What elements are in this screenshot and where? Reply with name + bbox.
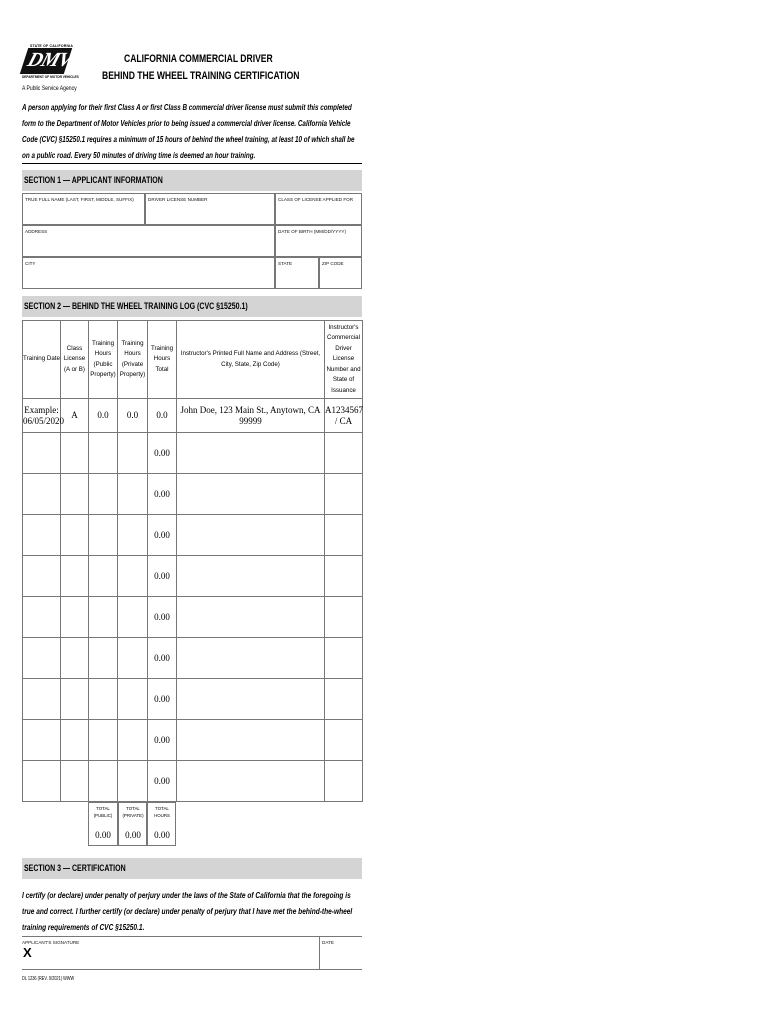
instructor-license-cell[interactable]	[325, 474, 363, 515]
public-hours-cell[interactable]	[89, 679, 118, 720]
date-cell[interactable]	[23, 556, 61, 597]
public-hours-cell[interactable]	[89, 638, 118, 679]
logo-state-text: STATE OF CALIFORNIA	[30, 44, 74, 48]
public-hours-cell[interactable]	[89, 597, 118, 638]
training-log-table	[22, 320, 363, 802]
class-cell[interactable]	[61, 761, 89, 802]
agency-tagline: A Public Service Agency	[22, 85, 77, 92]
private-hours-cell[interactable]	[118, 720, 148, 761]
example-date: Example: 06/05/2020	[23, 399, 61, 433]
row-total-cell: 0.00	[148, 761, 177, 802]
applicant-name-field[interactable]	[22, 193, 145, 225]
certification-text: I certify (or declare) under penalty of perjury under the laws of the State of California that the foregoing is true and correct. I further certify (or declare) under penalty of perjury that I have met the behind-the-wheel training requirements of CVC §15250.1.	[22, 890, 353, 932]
instructor-license-cell[interactable]	[325, 556, 363, 597]
driver-license-number-label: DRIVER LICENSE NUMBER	[148, 197, 208, 202]
total-public-label: TOTAL (PUBLIC)	[93, 806, 113, 818]
signature-x-mark: X	[23, 945, 32, 960]
date-cell[interactable]	[23, 679, 61, 720]
public-hours-cell[interactable]	[89, 433, 118, 474]
certification-paragraph	[22, 887, 362, 935]
instructor-cell[interactable]	[177, 761, 325, 802]
row-total-cell: 0.00	[148, 474, 177, 515]
table-row	[23, 474, 363, 515]
dmv-logo	[22, 44, 79, 84]
state-field[interactable]	[275, 257, 319, 289]
applicant-signature-field[interactable]	[22, 936, 319, 970]
instructor-license-cell[interactable]	[325, 679, 363, 720]
class-cell[interactable]	[61, 638, 89, 679]
section3-header	[22, 858, 362, 879]
table-row	[23, 597, 363, 638]
intro-text: A person applying for their first Class A or first Class B commercial driver license must submit this completed form to the Department of Motor Vehicles prior to being issued a commercial driver license. California Vehicle Code (CVC) §15250.1 requires a minimum of 15 hours of behind the wheel training, at least 10 of which shall be on a public road. Every 50 minutes of driving time is deemed an hour training.	[22, 102, 355, 160]
private-hours-cell[interactable]	[118, 556, 148, 597]
date-of-birth-label: DATE OF BIRTH (MM/DD/YYYY)	[278, 229, 346, 234]
row-total-cell: 0.00	[148, 433, 177, 474]
instructor-license-cell[interactable]	[325, 597, 363, 638]
example-private: 0.0	[118, 399, 148, 433]
section2-title: SECTION 2 — BEHIND THE WHEEL TRAINING LOG (CVC §15250.1)	[24, 301, 248, 311]
address-field[interactable]	[22, 225, 275, 257]
total-public-value: 0.00	[95, 830, 111, 840]
form-title-line2: BEHIND THE WHEEL TRAINING CERTIFICATION	[102, 70, 300, 82]
table-row	[23, 720, 363, 761]
total-private-value: 0.00	[125, 830, 141, 840]
public-hours-cell[interactable]	[89, 474, 118, 515]
class-cell[interactable]	[61, 433, 89, 474]
date-cell[interactable]	[23, 597, 61, 638]
instructor-license-cell[interactable]	[325, 720, 363, 761]
logo-dept-text: DEPARTMENT OF MOTOR VEHICLES	[22, 75, 79, 79]
private-hours-cell[interactable]	[118, 638, 148, 679]
class-cell[interactable]	[61, 720, 89, 761]
private-hours-cell[interactable]	[118, 433, 148, 474]
class-cell[interactable]	[61, 474, 89, 515]
section2-header	[22, 296, 362, 317]
divider	[22, 163, 362, 164]
table-row	[23, 556, 363, 597]
address-label: ADDRESS	[25, 229, 48, 234]
private-hours-cell[interactable]	[118, 474, 148, 515]
instructor-license-cell[interactable]	[325, 761, 363, 802]
col-hours-total: Training Hours Total	[148, 321, 177, 399]
date-cell[interactable]	[23, 433, 61, 474]
instructor-cell[interactable]	[177, 556, 325, 597]
applicant-name-label: TRUE FULL NAME (LAST, FIRST, MIDDLE, SUFFIX)	[25, 197, 134, 202]
zip-code-field[interactable]	[319, 257, 362, 289]
private-hours-cell[interactable]	[118, 679, 148, 720]
row-total-cell: 0.00	[148, 679, 177, 720]
table-header-row	[23, 321, 363, 399]
public-hours-cell[interactable]	[89, 720, 118, 761]
col-hours-private: Training Hours (Private Property)	[118, 321, 148, 399]
state-label: STATE	[278, 261, 293, 266]
example-row	[23, 399, 363, 433]
table-row	[23, 761, 363, 802]
private-hours-cell[interactable]	[118, 597, 148, 638]
instructor-license-cell[interactable]	[325, 433, 363, 474]
instructor-cell[interactable]	[177, 679, 325, 720]
private-hours-cell[interactable]	[118, 761, 148, 802]
date-of-birth-field[interactable]	[275, 225, 362, 257]
class-cell[interactable]	[61, 556, 89, 597]
row-total-cell: 0.00	[148, 597, 177, 638]
col-instructor-license: Instructor's Commercial Driver License Number and State of Issuance	[325, 321, 363, 399]
date-cell[interactable]	[23, 474, 61, 515]
col-class-license: Class License (A or B)	[61, 321, 89, 399]
col-instructor-name: Instructor's Printed Full Name and Address (Street, City, State, Zip Code)	[177, 321, 325, 399]
public-hours-cell[interactable]	[89, 556, 118, 597]
date-cell[interactable]	[23, 720, 61, 761]
public-hours-cell[interactable]	[89, 761, 118, 802]
form-title-line1: CALIFORNIA COMMERCIAL DRIVER	[124, 53, 273, 65]
table-row	[23, 679, 363, 720]
logo-mark	[20, 48, 75, 74]
date-cell[interactable]	[23, 515, 61, 556]
license-class-field[interactable]	[275, 193, 362, 225]
example-public: 0.0	[89, 399, 118, 433]
section1-header	[22, 170, 362, 191]
instructor-cell[interactable]	[177, 720, 325, 761]
license-class-label: CLASS OF LICENSE APPLIED FOR	[278, 197, 354, 202]
example-instructor: John Doe, 123 Main St., Anytown, CA 99999	[177, 399, 325, 433]
zip-code-label: ZIP CODE	[322, 261, 344, 266]
class-cell[interactable]	[61, 515, 89, 556]
driver-license-number-field[interactable]	[145, 193, 275, 225]
table-row	[23, 433, 363, 474]
example-class: A	[61, 399, 89, 433]
col-hours-public: Training Hours (Public Property)	[89, 321, 118, 399]
intro-paragraph	[22, 99, 360, 163]
class-cell[interactable]	[61, 597, 89, 638]
example-total: 0.0	[148, 399, 177, 433]
instructor-cell[interactable]	[177, 433, 325, 474]
col-training-date: Training Date	[23, 321, 61, 399]
table-row	[23, 515, 363, 556]
table-row	[23, 638, 363, 679]
total-hours-value: 0.00	[154, 830, 170, 840]
city-field[interactable]	[22, 257, 275, 289]
date-cell[interactable]	[23, 761, 61, 802]
instructor-license-cell[interactable]	[325, 638, 363, 679]
instructor-cell[interactable]	[177, 474, 325, 515]
private-hours-cell[interactable]	[118, 515, 148, 556]
signature-date-label: DATE	[322, 940, 334, 945]
form-footer: DL 1236 (REV. 9/2021) WWW	[22, 976, 75, 982]
section1-title: SECTION 1 — APPLICANT INFORMATION	[24, 175, 163, 185]
row-total-cell: 0.00	[148, 638, 177, 679]
row-total-cell: 0.00	[148, 515, 177, 556]
class-cell[interactable]	[61, 679, 89, 720]
city-label: CITY	[25, 261, 36, 266]
signature-date-field[interactable]	[319, 936, 362, 970]
row-total-cell: 0.00	[148, 720, 177, 761]
instructor-cell[interactable]	[177, 597, 325, 638]
example-instructor-license: A1234567 / CA	[325, 399, 363, 433]
total-private-label: TOTAL (PRIVATE)	[122, 806, 144, 818]
instructor-cell[interactable]	[177, 638, 325, 679]
public-hours-cell[interactable]	[89, 515, 118, 556]
total-hours-label: TOTAL HOURS	[154, 806, 170, 818]
section3-title: SECTION 3 — CERTIFICATION	[24, 863, 126, 873]
logo-letters: DMV	[24, 49, 75, 71]
signature-label: APPLICANT'S SIGNATURE	[22, 940, 80, 945]
instructor-license-cell[interactable]	[325, 515, 363, 556]
instructor-cell[interactable]	[177, 515, 325, 556]
date-cell[interactable]	[23, 638, 61, 679]
row-total-cell: 0.00	[148, 556, 177, 597]
